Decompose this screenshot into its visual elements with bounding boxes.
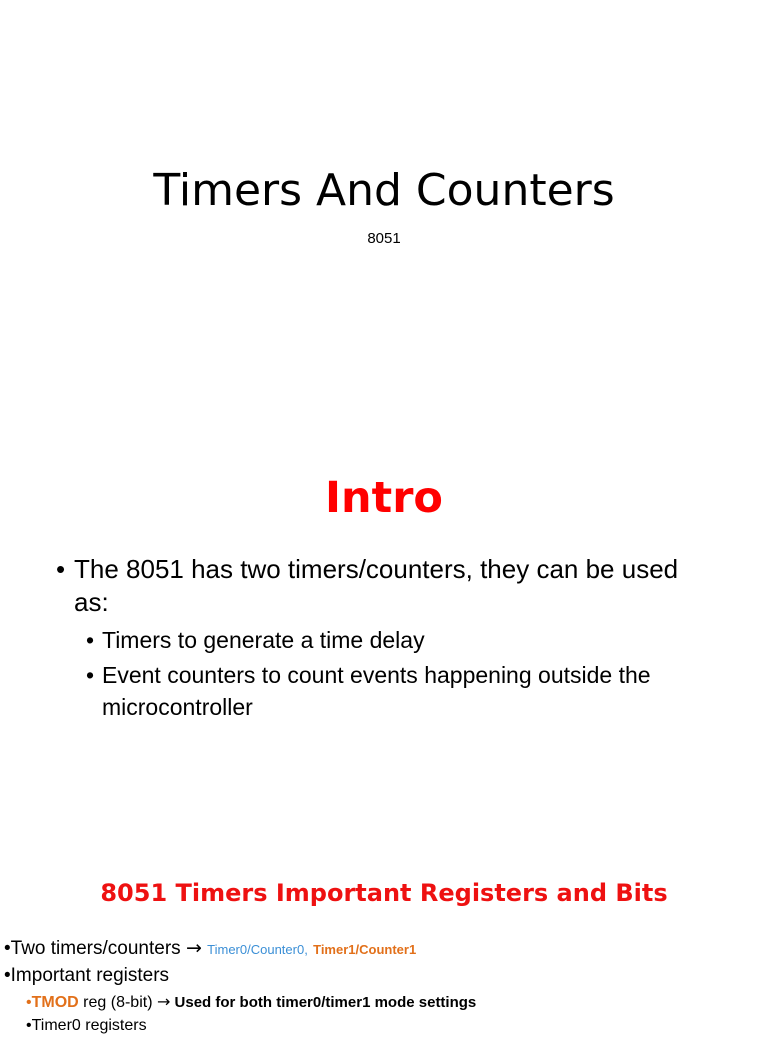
sub-bullet-text: Timers to generate a time delay [102, 627, 425, 653]
bullet-icon: • [86, 662, 95, 688]
slide-title: Timers And Counters [153, 165, 615, 216]
sub-bullet [86, 659, 706, 723]
bullet-timer0-registers [26, 1015, 147, 1037]
intro-slide [0, 400, 768, 840]
bullet-important-registers [4, 964, 169, 988]
title-slide [0, 0, 768, 400]
arrow-right-icon: → [185, 937, 202, 959]
registers-slide [0, 840, 768, 1034]
timer1-label: Timer1/Counter1 [313, 942, 417, 957]
arrow-right-icon: → [156, 992, 171, 1011]
bullet-main [56, 553, 716, 619]
bullet-text: The 8051 has two timers/counters, they can be used as: [74, 554, 679, 617]
bullet-tmod [26, 991, 476, 1014]
slide-subtitle: 8051 [367, 230, 401, 247]
intro-title: Intro [325, 473, 443, 523]
tmod-reg-text: reg (8-bit) [78, 994, 157, 1011]
bullet-icon: • [56, 554, 66, 584]
bullet-icon: • [4, 965, 11, 986]
timers-counters-text: Two timers/counters [10, 938, 181, 959]
timer0-registers-text: Timer0 registers [31, 1017, 147, 1034]
tmod-label: TMOD [31, 994, 79, 1011]
bullet-icon: • [4, 938, 11, 959]
important-registers-text: Important registers [10, 965, 170, 986]
bullet-icon: • [86, 627, 95, 653]
registers-title: 8051 Timers Important Registers and Bits [100, 879, 668, 907]
sub-bullet-text: Event counters to count events happening outside the microcontroller [102, 662, 651, 720]
timer0-label: Timer0/Counter0 [207, 942, 305, 957]
bullet-timers-counters [4, 936, 416, 962]
bullet-icon: • [26, 1017, 32, 1034]
bullet-icon: • [26, 994, 32, 1011]
tmod-description: Used for both timer0/timer1 mode settings [170, 994, 477, 1011]
comma-separator: , [304, 942, 308, 957]
sub-bullet [86, 624, 706, 656]
